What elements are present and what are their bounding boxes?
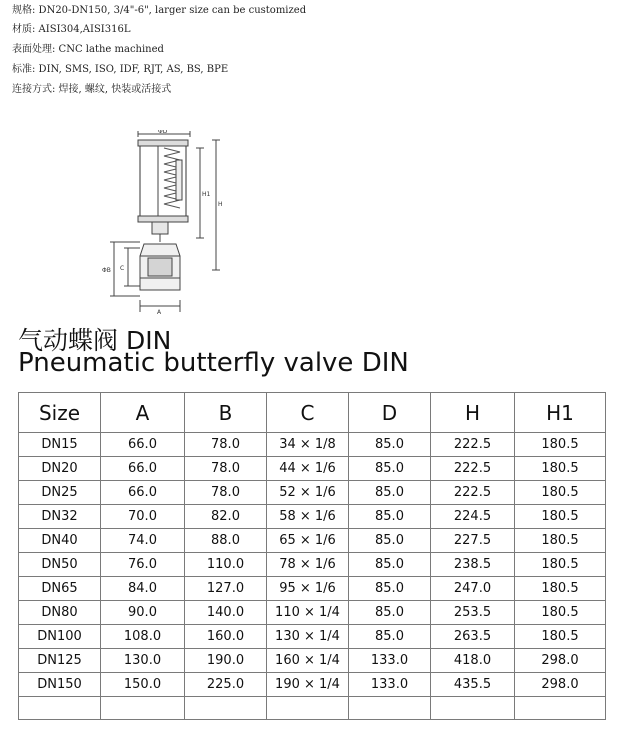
table-row bbox=[19, 553, 606, 577]
table-cell-size: DN25 bbox=[19, 481, 101, 505]
table-cell-a: 84.0 bbox=[101, 577, 185, 601]
table-cell-a: 66.0 bbox=[101, 433, 185, 457]
table-row bbox=[19, 577, 606, 601]
table-cell-size: DN40 bbox=[19, 529, 101, 553]
table-cell-a: 74.0 bbox=[101, 529, 185, 553]
table-cell-size: DN32 bbox=[19, 505, 101, 529]
table-cell-h1: 180.5 bbox=[515, 457, 606, 481]
table-cell-d: 85.0 bbox=[349, 481, 431, 505]
column-header-h: H bbox=[431, 393, 515, 433]
table-row-empty bbox=[19, 697, 606, 720]
table-cell-b: 78.0 bbox=[185, 457, 267, 481]
table-cell-c: 130 × 1/4 bbox=[267, 625, 349, 649]
table-cell-h1: 180.5 bbox=[515, 601, 606, 625]
table-cell-b: 140.0 bbox=[185, 601, 267, 625]
table-cell-h: 224.5 bbox=[431, 505, 515, 529]
table-cell-b: 78.0 bbox=[185, 481, 267, 505]
dimension-label-a: A bbox=[157, 309, 162, 315]
dimension-label-c: C bbox=[120, 265, 125, 272]
table-cell-c: 44 × 1/6 bbox=[267, 457, 349, 481]
table-cell-b: 78.0 bbox=[185, 433, 267, 457]
table-cell-h: 247.0 bbox=[431, 577, 515, 601]
table-cell-b: 110.0 bbox=[185, 553, 267, 577]
dimension-label-b: ΦB bbox=[102, 267, 111, 274]
table-cell-d: 85.0 bbox=[349, 601, 431, 625]
table-cell-d: 133.0 bbox=[349, 649, 431, 673]
table-row bbox=[19, 481, 606, 505]
table-row bbox=[19, 649, 606, 673]
table-cell-h: 435.5 bbox=[431, 673, 515, 697]
table-cell-d: 85.0 bbox=[349, 553, 431, 577]
table-cell-h: 222.5 bbox=[431, 433, 515, 457]
table-cell-c: 52 × 1/6 bbox=[267, 481, 349, 505]
dimension-label-h1: H1 bbox=[202, 191, 211, 198]
table-cell-a: 108.0 bbox=[101, 625, 185, 649]
spec-connection: 连接方式: 焊接, 螺纹, 快装或活接式 bbox=[12, 84, 172, 95]
table-row bbox=[19, 505, 606, 529]
valve-technical-drawing bbox=[100, 130, 230, 315]
table-cell-h: 253.5 bbox=[431, 601, 515, 625]
table-row bbox=[19, 433, 606, 457]
table-cell-c: 190 × 1/4 bbox=[267, 673, 349, 697]
column-header-d: D bbox=[349, 393, 431, 433]
title-english: Pneumatic butterfly valve DIN bbox=[18, 348, 409, 378]
table-cell-h1: 180.5 bbox=[515, 553, 606, 577]
table-cell-d: 85.0 bbox=[349, 529, 431, 553]
table-cell-d: 85.0 bbox=[349, 505, 431, 529]
table-row bbox=[19, 601, 606, 625]
table-cell-h: 222.5 bbox=[431, 481, 515, 505]
table-cell-a: 66.0 bbox=[101, 481, 185, 505]
table-cell-h1: 180.5 bbox=[515, 481, 606, 505]
table-body bbox=[19, 433, 606, 720]
table-cell-size: DN100 bbox=[19, 625, 101, 649]
title-chinese: 气动蝶阀 DIN bbox=[18, 326, 172, 355]
column-header-c: C bbox=[267, 393, 349, 433]
table-cell-a: 130.0 bbox=[101, 649, 185, 673]
table-cell-empty bbox=[101, 697, 185, 720]
table-cell-d: 85.0 bbox=[349, 625, 431, 649]
table-cell-h1: 298.0 bbox=[515, 649, 606, 673]
dimension-label-h: H bbox=[218, 201, 223, 208]
table-cell-empty bbox=[19, 697, 101, 720]
table-cell-d: 85.0 bbox=[349, 457, 431, 481]
table-row bbox=[19, 457, 606, 481]
table-cell-b: 82.0 bbox=[185, 505, 267, 529]
column-header-a: A bbox=[101, 393, 185, 433]
table-row bbox=[19, 529, 606, 553]
table-cell-h1: 180.5 bbox=[515, 433, 606, 457]
table-cell-empty bbox=[267, 697, 349, 720]
table-cell-size: DN150 bbox=[19, 673, 101, 697]
table-row bbox=[19, 625, 606, 649]
table-row bbox=[19, 673, 606, 697]
spec-material: 材质: AISI304,AISI316L bbox=[12, 24, 131, 35]
table-cell-h: 227.5 bbox=[431, 529, 515, 553]
table-cell-h1: 298.0 bbox=[515, 673, 606, 697]
table-cell-c: 58 × 1/6 bbox=[267, 505, 349, 529]
table-cell-h: 263.5 bbox=[431, 625, 515, 649]
column-header-size: Size bbox=[19, 393, 101, 433]
table-cell-size: DN125 bbox=[19, 649, 101, 673]
table-cell-b: 127.0 bbox=[185, 577, 267, 601]
table-cell-d: 85.0 bbox=[349, 433, 431, 457]
column-header-h1: H1 bbox=[515, 393, 606, 433]
spec-standard: 标准: DIN, SMS, ISO, IDF, RJT, AS, BS, BPE bbox=[12, 64, 229, 75]
table-cell-size: DN20 bbox=[19, 457, 101, 481]
table-cell-size: DN65 bbox=[19, 577, 101, 601]
table-cell-a: 150.0 bbox=[101, 673, 185, 697]
table-cell-d: 85.0 bbox=[349, 577, 431, 601]
table-cell-empty bbox=[349, 697, 431, 720]
table-cell-h1: 180.5 bbox=[515, 505, 606, 529]
table-cell-c: 34 × 1/8 bbox=[267, 433, 349, 457]
table-cell-empty bbox=[185, 697, 267, 720]
column-header-b: B bbox=[185, 393, 267, 433]
table-cell-c: 160 × 1/4 bbox=[267, 649, 349, 673]
table-cell-d: 133.0 bbox=[349, 673, 431, 697]
table-cell-c: 65 × 1/6 bbox=[267, 529, 349, 553]
table-cell-empty bbox=[431, 697, 515, 720]
table-cell-a: 76.0 bbox=[101, 553, 185, 577]
table-cell-b: 88.0 bbox=[185, 529, 267, 553]
table-header-row bbox=[19, 393, 606, 433]
table-cell-a: 90.0 bbox=[101, 601, 185, 625]
table-cell-h1: 180.5 bbox=[515, 577, 606, 601]
table-cell-h: 222.5 bbox=[431, 457, 515, 481]
table-cell-size: DN50 bbox=[19, 553, 101, 577]
spec-size: 规格: DN20-DN150, 3/4"-6", larger size can be customized bbox=[12, 5, 307, 16]
table-cell-a: 70.0 bbox=[101, 505, 185, 529]
table-cell-b: 160.0 bbox=[185, 625, 267, 649]
table-cell-h1: 180.5 bbox=[515, 625, 606, 649]
table-cell-empty bbox=[515, 697, 606, 720]
table-cell-c: 110 × 1/4 bbox=[267, 601, 349, 625]
table-cell-size: DN15 bbox=[19, 433, 101, 457]
table-cell-h1: 180.5 bbox=[515, 529, 606, 553]
table-cell-c: 78 × 1/6 bbox=[267, 553, 349, 577]
table-cell-h: 418.0 bbox=[431, 649, 515, 673]
table-cell-h: 238.5 bbox=[431, 553, 515, 577]
dimension-table bbox=[18, 392, 606, 720]
table-cell-size: DN80 bbox=[19, 601, 101, 625]
table-cell-a: 66.0 bbox=[101, 457, 185, 481]
dimension-label-d: ΦD bbox=[158, 130, 168, 135]
table-cell-b: 225.0 bbox=[185, 673, 267, 697]
table-cell-b: 190.0 bbox=[185, 649, 267, 673]
spec-surface: 表面处理: CNC lathe machined bbox=[12, 44, 164, 55]
table-cell-c: 95 × 1/6 bbox=[267, 577, 349, 601]
